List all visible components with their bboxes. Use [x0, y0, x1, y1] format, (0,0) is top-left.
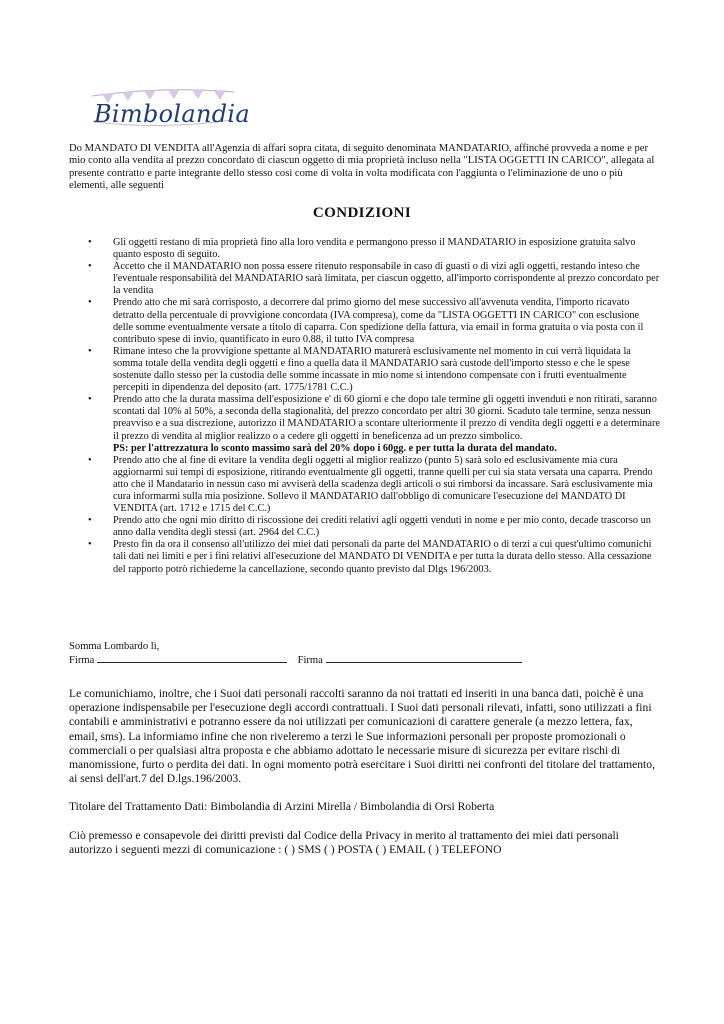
condition-text: Prendo atto che ogni mio diritto di riscossione dei crediti relativi agli oggetti venduti in nome e per mio conto, decade trascorso un anno dalla vendita degli stessi (art. 2964 del C.C.): [113, 515, 651, 539]
condition-item: [88, 237, 660, 261]
signature-block: [69, 641, 629, 668]
bullet-icon: •: [88, 394, 92, 406]
bullet-icon: •: [88, 539, 92, 551]
firma-label-1: Firma: [69, 655, 95, 667]
intro-paragraph: Do MANDATO DI VENDITA all'Agenzia di affari sopra citata, di seguito denominata MANDATARIO, affinché provveda a nome e per mio conto alla vendita al prezzo concordato di ciascun oggetto di mia proprietà incluso nella "LISTA OGGETTI IN CARICO", allegata al presente contratto e parte integrante dello stesso così come di volta in volta modificata con l'aggiunta o l'eliminazione de uno o più elementi, alle seguenti: [69, 143, 655, 192]
signature-line-2[interactable]: [326, 653, 522, 663]
data-controller-line: Titolare del Trattamento Dati: Bimbolandia di Arzini Mirella / Bimbolandia di Orsi Roberta: [69, 800, 495, 813]
ps-note: PS: per l'attrezzatura lo sconto massimo sarà del 20% dopo i 60gg. e per tutta la durata del mandato.: [113, 442, 557, 454]
condition-item: [88, 346, 660, 394]
conditions-list: [88, 237, 660, 576]
bullet-icon: •: [88, 297, 92, 309]
condition-text: Presto fin da ora il consenso all'utilizzo dei miei dati personali da parte del MANDATARIO o di terzi a cui quest'ultimo comunichi tali dati nei limiti e per i fini relativi all'esecuzione del MANDATO DI VENDITA e per tutta la durata dello stesso. Alla cessazione del rapporto potrò richiederne la cancellazione, secondo quanto previsto dal Dlgs 196/2003.: [113, 539, 652, 575]
place-date: Somma Lombardo lì,: [69, 641, 160, 652]
condition-text: Prendo atto che mi sarà corrisposto, a decorrere dal primo giorno del mese successivo all'avvenuta vendita, l'importo ricavato detratto della percentuale di provvigione concordata (IVA compresa), come da "LISTA OGGETTI IN CARICO" con esclusione delle somme eventualmente versate a titolo di caparra. Con spedizione della fattura, via email in forma gratuita o via posta con il contributo spese di invio, quantificato in euro 0.88, il tutto IVA compresa: [113, 297, 644, 345]
bullet-icon: •: [88, 454, 92, 466]
bullet-icon: •: [88, 515, 92, 527]
condition-item: [88, 455, 660, 515]
conditions-heading: CONDIZIONI: [312, 205, 412, 221]
bimbolandia-logo: [88, 84, 250, 136]
condition-text: Gli oggetti restano di mia proprietà fino alla loro vendita e permangono presso il MANDATARIO in esposizione gratuita salvo quanto esposto di seguito.: [113, 237, 636, 261]
condition-text: Accetto che il MANDATARIO non possa essere ritenuto responsabile in caso di guasti o di vizi agli oggetti, restando inteso che l'eventuale responsabilità del MANDATARIO sarà limitata, per ciascun oggetto, all'importo corrispondente al prezzo concordato per la vendita: [113, 261, 660, 297]
condition-text: Rimane inteso che la provvigione spettante al MANDATARIO maturerà esclusivamente nel momento in cui verrà liquidata la somma totale della vendita degli oggetti e fino a quella data il MANDATARIO sarà custode dell'importo stesso e che le spese sostenute dallo stesso per la custodia delle somme incassate in mio nome si intendono compensate con i frutti eventualmente percepiti in dipendenza del deposito (art. 1775/1781 C.C.): [113, 345, 631, 394]
condition-item: [88, 394, 660, 454]
bullet-icon: •: [88, 345, 92, 357]
consent-paragraph: Ciò premesso e consapevole dei diritti previsti dal Codice della Privacy in merito al trattamento dei miei dati personali autorizzo i seguenti mezzi di comunicazione : ( ) SMS ( ) POSTA ( ) EMAIL ( ) TELEFONO: [69, 829, 619, 857]
condition-item: [88, 515, 660, 539]
condition-item: [88, 539, 660, 575]
condition-item: [88, 297, 660, 345]
logo-wordmark: Bimbolandia: [94, 100, 250, 128]
condition-item: [88, 261, 660, 297]
condition-text: Prendo atto che la durata massima dell'esposizione e' di 60 giorni e che dopo tale termine gli oggetti invenduti e non ritirati, saranno scontati dal 10% al 50%, a seconda della stagionalità, del prezzo concordato per altri 30 giorni. Scaduto tale termine, senza nessun preavviso e a sua discrezione, autorizzo il MANDATARIO a scontare ulteriormente il prezzo di vendita degli oggetti e a determinare il prezzo di vendita al miglior realizzo o a cedere gli oggetti in beneficenza ad un prezzo simbolico.: [113, 394, 660, 442]
bullet-icon: •: [88, 237, 92, 248]
bullet-icon: •: [88, 261, 92, 273]
privacy-paragraph: Le comunichiamo, inoltre, che i Suoi dati personali raccolti saranno da noi trattati ed inseriti in una banca dati, poichè è una operazione indispensabile per l'esecuzione degli accordi contrattuali. I Suoi dati personali rilevati, infatti, sono utilizzati a fini contabili e amministrativi e potranno essere da noi utilizzati per comunicazioni di carattere generale (a mezzo lettera, fax, email, sms). La informiamo infine che non riveleremo a terzi le Sue informazioni personali per proposte promozionali o commerciali o per qualsiasi altra proposta e che abbiamo adottato le necessarie misure di sicurezza per evitare rischi di manomissione, furto o perdita dei dati. In ogni momento potrà esercitare i Suoi diritti nei confronti del titolare del trattamento, ai sensi dell'art.7 del D.lgs.196/2003.: [69, 687, 655, 786]
firma-label-2: Firma: [297, 655, 323, 667]
condition-text: Prendo atto che al fine di evitare la vendita degli oggetti al miglior realizzo (punto 5) sarà solo ed esclusivamente mia cura aggiornarmi sui tempi di esposizione, ritirando eventualmente gli oggetti, tranne quelli per cui sia stata versata una caparra. Prendo atto che il Mandatario in nessun caso mi avviserà della scadenza degli articoli o sui rimborsi da incassare. Sarà esclusivamente mia cura informarmi sulla mia posizione. Sollevo il MANDATARIO dall'obbligo di comunicare l'esecuzione del MANDATO DI VENDITA (art. 1712 e 1715 del C.C.): [113, 454, 653, 515]
signature-line-1[interactable]: [97, 653, 287, 663]
